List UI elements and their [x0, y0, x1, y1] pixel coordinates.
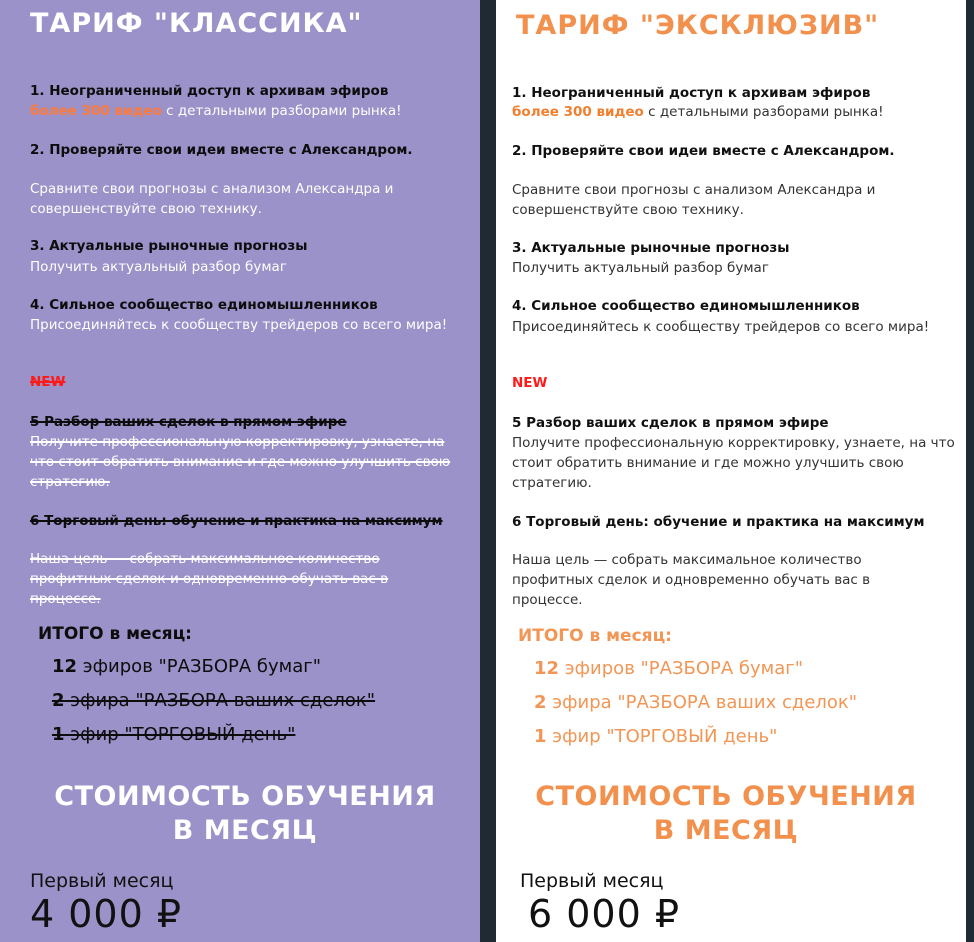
first-month-label: Первый месяц	[520, 870, 664, 892]
feature-6-title: 6 Торговый день: обучение и практика на максимум	[30, 513, 443, 529]
feature-3-text: Получить актуальный разбор бумаг	[30, 259, 287, 275]
feature-6-text: Наша цель — собрать максимальное количество профитных сделок и одновременно обучать вас в процессе.	[512, 552, 871, 608]
feature-1-rest: с детальными разборами рынка!	[643, 104, 884, 120]
feature-2-title: 2. Проверяйте свои идеи вместе с Александром.	[30, 142, 413, 158]
itogo-line-3: 1 эфир "ТОРГОВЫЙ день"	[534, 726, 778, 747]
itogo-heading: ИТОГО в месяц:	[38, 624, 192, 644]
feature-1-title: 1. Неограниченный доступ к архивам эфиров	[30, 83, 389, 99]
feature-3-title: 3. Актуальные рыночные прогнозы	[512, 240, 790, 256]
feature-1-highlight: более 300 видео	[512, 104, 644, 120]
feature-1-rest: с детальными разборами рынка!	[161, 103, 402, 119]
feature-5-title: 5 Разбор ваших сделок в прямом эфире	[512, 415, 829, 431]
feature-2-text: Сравните свои прогнозы с анализом Александра и совершенствуйте свою технику.	[30, 181, 394, 217]
feature-4-text: Присоединяйтесь к сообществу трейдеров со всего мира!	[30, 317, 448, 333]
feature-5-title: 5 Разбор ваших сделок в прямом эфире	[30, 414, 347, 430]
itogo-line-1: 12 эфиров "РАЗБОРА бумаг"	[534, 658, 804, 679]
itogo-line-1: 12 эфиров "РАЗБОРА бумаг"	[52, 656, 322, 677]
feature-1-title: 1. Неограниченный доступ к архивам эфиров	[512, 85, 871, 101]
feature-1-highlight: более 300 видео	[30, 103, 162, 119]
feature-2-text: Сравните свои прогнозы с анализом Александра и совершенствуйте свою технику.	[512, 182, 876, 218]
cost-line-1: СТОИМОСТЬ ОБУЧЕНИЯ	[54, 781, 436, 812]
tariff-title: ТАРИФ "ЭКСКЛЮЗИВ"	[516, 10, 880, 41]
price: 6 000 ₽	[528, 892, 681, 936]
feature-6-text: Наша цель — собрать максимальное количество профитных сделок и одновременно обучать вас в процессе.	[30, 551, 389, 607]
feature-4-title: 4. Сильное сообщество единомышленников	[512, 298, 860, 314]
tariff-title: ТАРИФ "КЛАССИКА"	[30, 8, 363, 39]
itogo-line-3: 1 эфир "ТОРГОВЫЙ день"	[52, 724, 296, 745]
feature-4-text: Присоединяйтесь к сообществу трейдеров со всего мира!	[512, 319, 930, 335]
itogo-line-2: 2 эфира "РАЗБОРА ваших сделок"	[534, 692, 858, 713]
itogo-line-2: 2 эфира "РАЗБОРА ваших сделок"	[52, 690, 376, 711]
cost-heading	[20, 780, 470, 848]
cost-heading	[496, 780, 956, 848]
cost-line-2: В МЕСЯЦ	[653, 815, 799, 846]
new-badge: NEW	[512, 375, 548, 391]
itogo-heading: ИТОГО в месяц:	[518, 626, 672, 646]
feature-5-text: Получите профессиональную корректировку, узнаете, на что стоит обратить внимание и где можно улучшить свою стратегию.	[30, 434, 451, 490]
feature-1-text	[512, 102, 884, 122]
feature-6-title: 6 Торговый день: обучение и практика на максимум	[512, 514, 925, 530]
price: 4 000 ₽	[30, 892, 183, 936]
feature-2-title: 2. Проверяйте свои идеи вместе с Александром.	[512, 143, 895, 159]
tariff-exclusive-panel	[496, 0, 966, 942]
feature-3-title: 3. Актуальные рыночные прогнозы	[30, 238, 308, 254]
cost-line-1: СТОИМОСТЬ ОБУЧЕНИЯ	[535, 781, 917, 812]
feature-5-text: Получите профессиональную корректировку, узнаете, на что стоит обратить внимание и где можно улучшить свою стратегию.	[512, 435, 955, 491]
new-badge: NEW	[30, 374, 66, 390]
feature-1-text	[30, 101, 402, 121]
tariff-classic-panel	[0, 0, 480, 942]
cost-line-2: В МЕСЯЦ	[172, 815, 318, 846]
feature-3-text: Получить актуальный разбор бумаг	[512, 260, 769, 276]
first-month-label: Первый месяц	[30, 870, 174, 892]
feature-4-title: 4. Сильное сообщество единомышленников	[30, 297, 378, 313]
